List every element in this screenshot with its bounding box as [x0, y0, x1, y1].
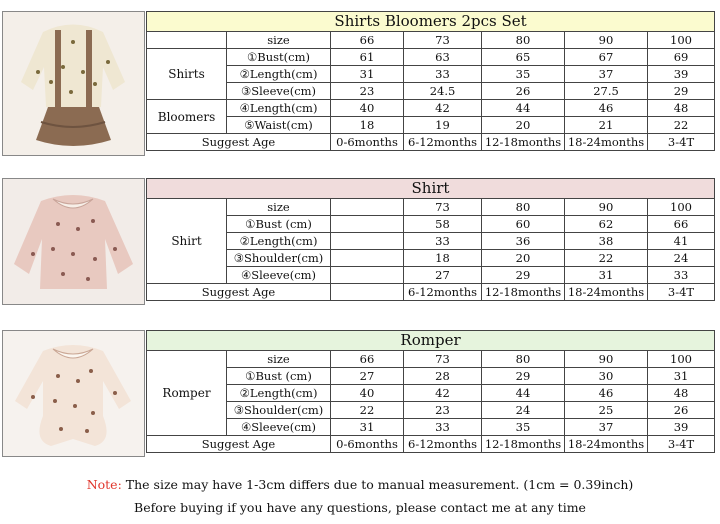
- age-cell: 12-18months: [482, 284, 565, 301]
- size-cell: 100: [648, 351, 715, 368]
- value-cell: 46: [565, 100, 648, 117]
- measure-label: ④Sleeve(cm): [227, 267, 331, 284]
- age-cell: [331, 284, 404, 301]
- age-cell: 18-24months: [565, 134, 648, 151]
- value-cell: 31: [565, 267, 648, 284]
- age-cell: 18-24months: [565, 436, 648, 453]
- size-header: size: [227, 351, 331, 368]
- measure-label: ④Sleeve(cm): [227, 419, 331, 436]
- value-cell: 35: [482, 66, 565, 83]
- measure-label: ②Length(cm): [227, 385, 331, 402]
- value-cell: 20: [482, 117, 565, 134]
- value-cell: 37: [565, 419, 648, 436]
- value-cell: 63: [404, 49, 482, 66]
- value-cell: 60: [482, 216, 565, 233]
- measure-label: ⑤Waist(cm): [227, 117, 331, 134]
- size-cell: 90: [565, 351, 648, 368]
- value-cell: 28: [404, 368, 482, 385]
- value-cell: 42: [404, 100, 482, 117]
- value-cell: 65: [482, 49, 565, 66]
- value-cell: 22: [648, 117, 715, 134]
- value-cell: 18: [331, 117, 404, 134]
- value-cell: 27: [404, 267, 482, 284]
- value-cell: 21: [565, 117, 648, 134]
- value-cell: 33: [648, 267, 715, 284]
- measure-label: ④Length(cm): [227, 100, 331, 117]
- product-photo-romper: [2, 330, 145, 457]
- value-cell: 39: [648, 66, 715, 83]
- size-header: size: [227, 199, 331, 216]
- age-cell: 6-12months: [404, 134, 482, 151]
- value-cell: [331, 250, 404, 267]
- value-cell: 29: [482, 368, 565, 385]
- age-cell: 18-24months: [565, 284, 648, 301]
- measure-label: ①Bust(cm): [227, 49, 331, 66]
- value-cell: 31: [331, 419, 404, 436]
- size-cell: 80: [482, 351, 565, 368]
- value-cell: 31: [331, 66, 404, 83]
- group-label: Shirt: [147, 199, 227, 284]
- value-cell: 35: [482, 419, 565, 436]
- value-cell: 25: [565, 402, 648, 419]
- value-cell: 40: [331, 100, 404, 117]
- age-cell: 6-12months: [404, 436, 482, 453]
- age-label: Suggest Age: [147, 134, 331, 151]
- table-title: Romper: [147, 331, 715, 351]
- value-cell: 19: [404, 117, 482, 134]
- value-cell: 18: [404, 250, 482, 267]
- value-cell: 26: [648, 402, 715, 419]
- value-cell: 31: [648, 368, 715, 385]
- value-cell: 41: [648, 233, 715, 250]
- value-cell: 48: [648, 100, 715, 117]
- value-cell: 46: [565, 385, 648, 402]
- group-label: Shirts: [147, 49, 227, 100]
- size-cell: 73: [404, 32, 482, 49]
- age-label: Suggest Age: [147, 284, 331, 301]
- size-cell: 73: [404, 351, 482, 368]
- value-cell: 22: [565, 250, 648, 267]
- value-cell: 36: [482, 233, 565, 250]
- size-header: size: [227, 32, 331, 49]
- size-cell: 90: [565, 32, 648, 49]
- measure-label: ②Length(cm): [227, 66, 331, 83]
- value-cell: 37: [565, 66, 648, 83]
- size-cell: 80: [482, 32, 565, 49]
- value-cell: 62: [565, 216, 648, 233]
- value-cell: 23: [331, 83, 404, 100]
- value-cell: 22: [331, 402, 404, 419]
- value-cell: 39: [648, 419, 715, 436]
- value-cell: 27: [331, 368, 404, 385]
- value-cell: 29: [482, 267, 565, 284]
- measure-label: ①Bust (cm): [227, 368, 331, 385]
- product-photo-shirt: [2, 178, 145, 305]
- size-cell: 100: [648, 199, 715, 216]
- value-cell: 44: [482, 100, 565, 117]
- measure-label: ①Bust (cm): [227, 216, 331, 233]
- value-cell: 24: [482, 402, 565, 419]
- size-cell: [331, 199, 404, 216]
- group-label: Bloomers: [147, 100, 227, 134]
- age-cell: 3-4T: [648, 134, 715, 151]
- age-cell: 3-4T: [648, 284, 715, 301]
- value-cell: [331, 233, 404, 250]
- value-cell: 33: [404, 66, 482, 83]
- value-cell: 30: [565, 368, 648, 385]
- value-cell: 29: [648, 83, 715, 100]
- value-cell: 44: [482, 385, 565, 402]
- age-cell: 0-6months: [331, 436, 404, 453]
- size-cell: 66: [331, 351, 404, 368]
- age-cell: 0-6months: [331, 134, 404, 151]
- size-cell: 100: [648, 32, 715, 49]
- value-cell: 38: [565, 233, 648, 250]
- group-label: Romper: [147, 351, 227, 436]
- table-title: Shirts Bloomers 2pcs Set: [147, 12, 715, 32]
- value-cell: 67: [565, 49, 648, 66]
- age-cell: 3-4T: [648, 436, 715, 453]
- value-cell: 48: [648, 385, 715, 402]
- measurement-note: [0, 477, 720, 492]
- measure-label: ③Shoulder(cm): [227, 250, 331, 267]
- value-cell: 20: [482, 250, 565, 267]
- value-cell: 24.5: [404, 83, 482, 100]
- empty-cell: [147, 32, 227, 49]
- value-cell: 69: [648, 49, 715, 66]
- value-cell: [331, 267, 404, 284]
- measure-label: ②Length(cm): [227, 233, 331, 250]
- age-cell: 12-18months: [482, 436, 565, 453]
- value-cell: 40: [331, 385, 404, 402]
- value-cell: 26: [482, 83, 565, 100]
- table-title: Shirt: [147, 179, 715, 199]
- measure-label: ③Shoulder(cm): [227, 402, 331, 419]
- size-cell: 73: [404, 199, 482, 216]
- size-cell: 90: [565, 199, 648, 216]
- value-cell: 23: [404, 402, 482, 419]
- size-cell: 80: [482, 199, 565, 216]
- age-label: Suggest Age: [147, 436, 331, 453]
- value-cell: 24: [648, 250, 715, 267]
- value-cell: [331, 216, 404, 233]
- value-cell: 33: [404, 419, 482, 436]
- value-cell: 33: [404, 233, 482, 250]
- contact-note: Before buying if you have any questions, please contact me at any time: [134, 500, 586, 515]
- age-cell: 12-18months: [482, 134, 565, 151]
- measure-label: ③Sleeve(cm): [227, 83, 331, 100]
- value-cell: 27.5: [565, 83, 648, 100]
- age-cell: 6-12months: [404, 284, 482, 301]
- value-cell: 61: [331, 49, 404, 66]
- note-text: The size may have 1-3cm differs due to manual measurement. (1cm = 0.39inch): [125, 477, 634, 492]
- value-cell: 58: [404, 216, 482, 233]
- size-cell: 66: [331, 32, 404, 49]
- value-cell: 66: [648, 216, 715, 233]
- note-label: Note:: [86, 477, 122, 492]
- product-photo-set: [2, 11, 145, 156]
- value-cell: 42: [404, 385, 482, 402]
